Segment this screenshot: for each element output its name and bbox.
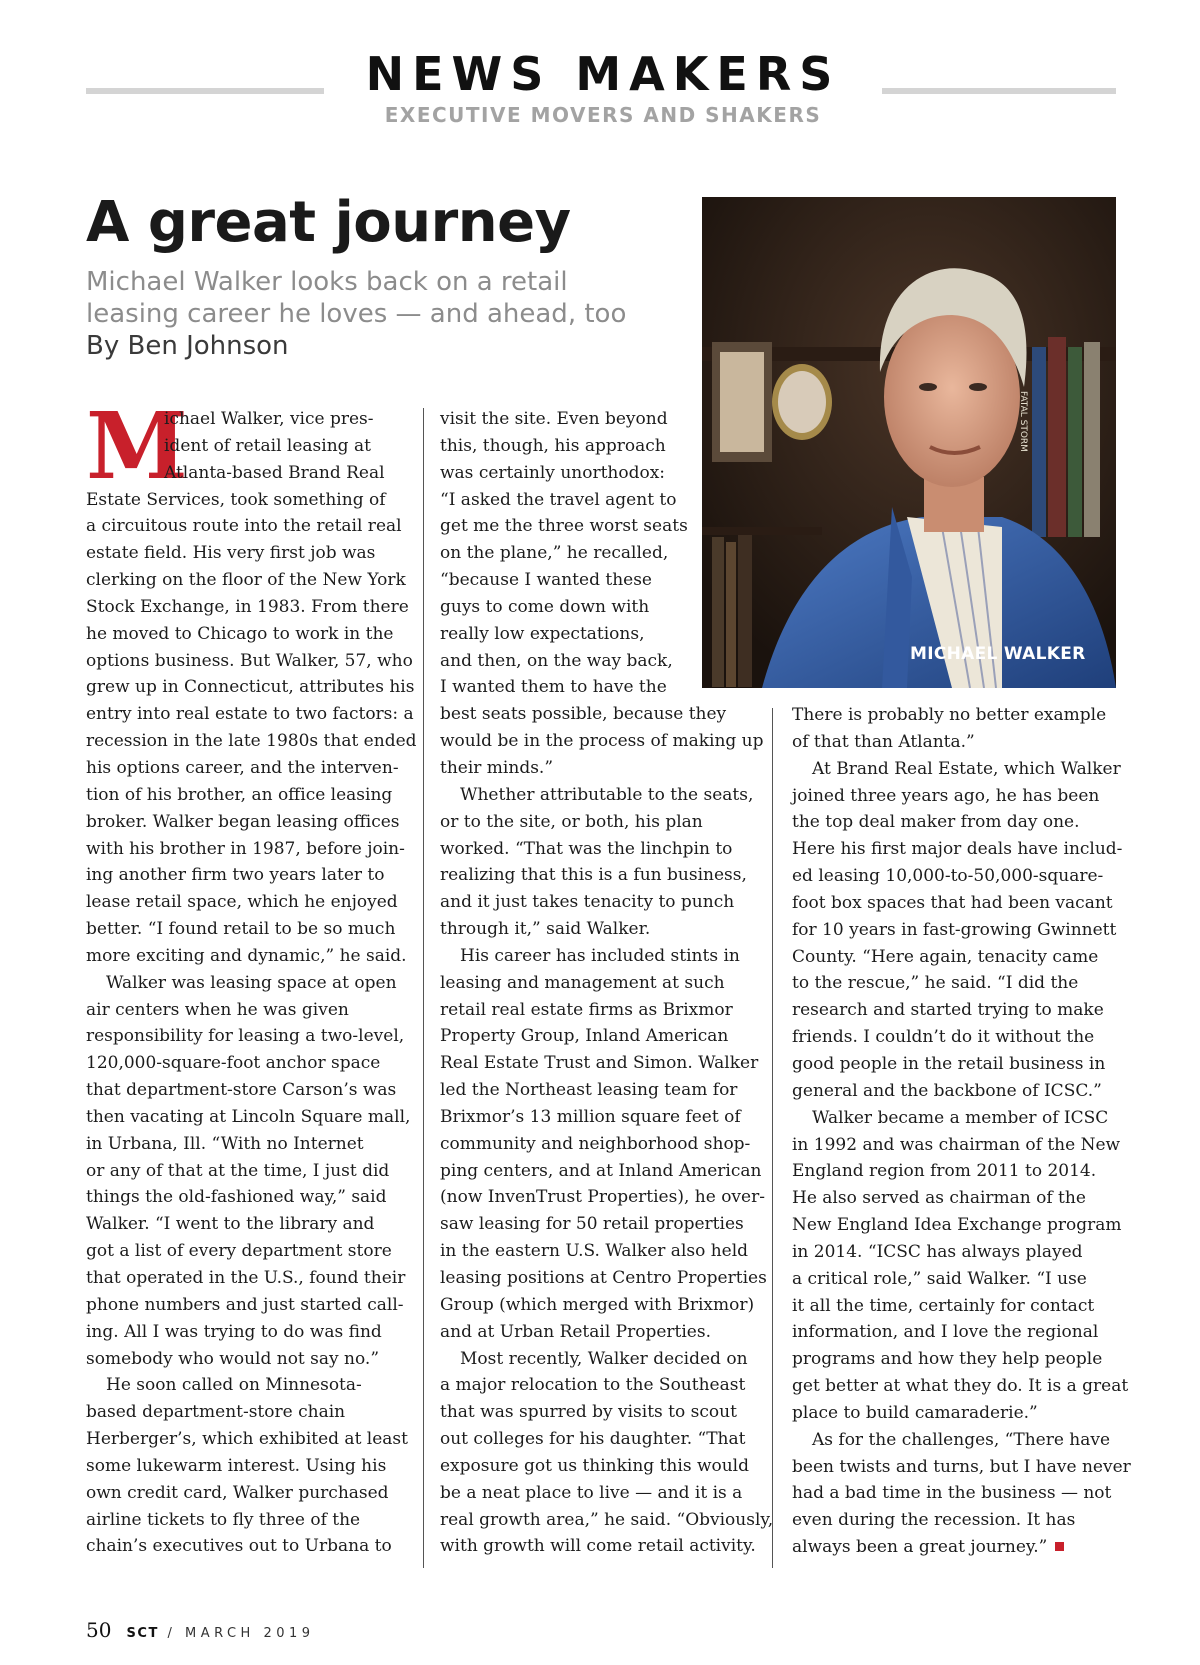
article-text-line [792, 756, 1122, 783]
article-deck [86, 266, 646, 330]
article-text-line [440, 1158, 760, 1185]
article-text-line [440, 889, 760, 916]
line-text: worked. “That was the linchpin to [440, 838, 733, 859]
line-text: At Brand Real Estate, which Walker [812, 758, 1121, 779]
article-text-line [440, 540, 760, 567]
line-text: some lukewarm interest. Using his [86, 1455, 387, 1476]
article-text-line [440, 970, 760, 997]
article-text-line [440, 755, 760, 782]
article-text-line [86, 487, 416, 514]
issue-date: / MARCH 2019 [158, 1626, 315, 1641]
line-text: place to build camaraderie.” [792, 1402, 1038, 1423]
line-text: really low expectations, [440, 623, 645, 644]
line-text: always been a great journey.” [792, 1537, 1048, 1558]
article-text-line [440, 1372, 760, 1399]
article-text-line [792, 1293, 1122, 1320]
line-text: exposure got us thinking this would [440, 1455, 749, 1476]
article-byline: By Ben Johnson [86, 331, 289, 361]
article-headline: A great journey [86, 190, 571, 255]
line-text: information, and I love the regional [792, 1322, 1099, 1343]
article-text-line [86, 943, 416, 970]
article-text-line [792, 1427, 1122, 1454]
line-text: best seats possible, because they [440, 704, 727, 725]
line-text: to the rescue,” he said. “I did the [792, 973, 1079, 994]
line-text: had a bad time in the business — not [792, 1483, 1112, 1504]
article-text-line [792, 1319, 1122, 1346]
article-text-line [86, 809, 416, 836]
line-text: foot box spaces that had been vacant [792, 892, 1113, 913]
article-text-line [792, 783, 1122, 810]
article-text-line [86, 1238, 416, 1265]
line-text: phone numbers and just started call- [86, 1294, 404, 1315]
article-text-line [440, 487, 760, 514]
line-text: led the Northeast leasing team for [440, 1080, 738, 1101]
line-text: through it,” said Walker. [440, 919, 651, 940]
article-text-line [440, 1533, 760, 1560]
line-text: friends. I couldn’t do it without the [792, 1027, 1095, 1048]
article-text-line [86, 1319, 416, 1346]
line-text: (now InvenTrust Properties), he over- [440, 1187, 765, 1208]
article-text-line [440, 943, 760, 970]
line-text: Most recently, Walker decided on [460, 1348, 748, 1369]
article-text-line [86, 594, 416, 621]
line-text: general and the backbone of ICSC.” [792, 1080, 1102, 1101]
line-text: good people in the retail business in [792, 1053, 1106, 1074]
line-text: then vacating at Lincoln Square mall, [86, 1106, 411, 1127]
line-text: things the old-fashioned way,” said [86, 1187, 387, 1208]
line-text: he moved to Chicago to work in the [86, 623, 394, 644]
article-text-line [440, 701, 760, 728]
magazine-name: SCT [126, 1626, 159, 1641]
deck-line: leasing career he loves — and ahead, too [86, 299, 627, 329]
article-text-line [86, 648, 416, 675]
article-text-line [440, 1480, 760, 1507]
article-text-line [86, 1211, 416, 1238]
line-text: chain’s executives out to Urbana to [86, 1536, 392, 1557]
line-text: options business. But Walker, 57, who [86, 650, 413, 671]
line-text: As for the challenges, “There have [812, 1429, 1111, 1450]
article-text-line [86, 1265, 416, 1292]
article-text-line [440, 836, 760, 863]
column-divider [423, 408, 424, 1568]
line-text: saw leasing for 50 retail properties [440, 1214, 744, 1235]
article-text-line [440, 460, 760, 487]
article-text-line [86, 836, 416, 863]
article-text-line [792, 1239, 1122, 1266]
line-text: in the eastern U.S. Walker also held [440, 1241, 749, 1262]
article-text-line [440, 674, 760, 701]
line-text: Stock Exchange, in 1983. From there [86, 596, 409, 617]
line-text: out colleges for his daughter. “That [440, 1429, 746, 1450]
line-text: Real Estate Trust and Simon. Walker [440, 1053, 759, 1074]
article-text-line [86, 1453, 416, 1480]
line-text: grew up in Connecticut, attributes his [86, 677, 415, 698]
line-text: Brixmor’s 13 million square feet of [440, 1106, 741, 1127]
article-text-line [86, 970, 416, 997]
article-text-line [440, 1104, 760, 1131]
article-text-line [440, 1184, 765, 1211]
article-text-line [440, 1077, 760, 1104]
article-column-1 [86, 392, 417, 1560]
line-text: clerking on the floor of the New York [86, 570, 406, 591]
article-text-line [86, 1184, 416, 1211]
article-text-line [792, 1400, 1122, 1427]
article-text-line [440, 621, 760, 648]
article-text-line [86, 1480, 416, 1507]
article-text-line [440, 1211, 760, 1238]
article-text-line [86, 460, 416, 487]
article-column-3 [792, 702, 1131, 1561]
article-text-line [792, 836, 1122, 863]
article-text-line [440, 1346, 760, 1373]
line-text: responsibility for leasing a two-level, [86, 1026, 405, 1047]
line-text: a circuitous route into the retail real [86, 516, 402, 537]
article-text-line [440, 809, 760, 836]
article-text-line [440, 1265, 767, 1292]
article-text-line [86, 1507, 416, 1534]
line-text: for 10 years in fast-growing Gwinnett [792, 919, 1117, 940]
article-text-line [792, 1078, 1122, 1105]
article-text-line [792, 1266, 1122, 1293]
article-text-line [440, 648, 760, 675]
line-text: research and started trying to make [792, 1000, 1104, 1021]
article-text-line [86, 889, 416, 916]
article-text-line [440, 1292, 760, 1319]
article-text-line [792, 1454, 1131, 1481]
article-text-line [440, 1453, 760, 1480]
article-text-line [86, 1346, 416, 1373]
article-text-line [86, 674, 416, 701]
line-text: his options career, and the interven- [86, 757, 399, 778]
line-text: get better at what they do. It is a great [792, 1376, 1129, 1397]
line-text: own credit card, Walker purchased [86, 1482, 389, 1503]
line-text: entry into real estate to two factors: a [86, 704, 414, 725]
line-text: on the plane,” he recalled, [440, 543, 669, 564]
line-text: ident of retail leasing at [164, 435, 371, 456]
line-text: “because I wanted these [440, 570, 652, 591]
article-text-line [792, 702, 1122, 729]
line-text: with growth will come retail activity. [440, 1536, 756, 1557]
line-text: I wanted them to have the [440, 677, 667, 698]
article-text-line [86, 862, 416, 889]
line-text: a major relocation to the Southeast [440, 1375, 746, 1396]
line-text: airline tickets to fly three of the [86, 1509, 361, 1530]
article-text-line [792, 1346, 1122, 1373]
line-text: leasing and management at such [440, 972, 725, 993]
line-text: or to the site, or both, his plan [440, 811, 703, 832]
article-text-line [792, 1480, 1122, 1507]
article-text-line [440, 567, 760, 594]
page-footer [86, 1618, 315, 1642]
line-text: leasing positions at Centro Properties [440, 1268, 767, 1288]
photo-caption: MICHAEL WALKER [910, 644, 1086, 664]
line-text: that operated in the U.S., found their [86, 1268, 406, 1288]
article-text-line [440, 433, 760, 460]
line-text: more exciting and dynamic,” he said. [86, 945, 407, 966]
article-text-line [440, 782, 760, 809]
article-text-line [440, 513, 760, 540]
article-text-line [792, 729, 1122, 756]
article-text-line [440, 1131, 760, 1158]
article-text-line [86, 406, 416, 433]
line-text: would be in the process of making up [440, 731, 764, 752]
line-text: Walker was leasing space at open [106, 972, 397, 993]
line-text: lease retail space, which he enjoyed [86, 892, 398, 913]
line-text: broker. Walker began leasing offices [86, 811, 400, 832]
line-text: England region from 2011 to 2014. [792, 1161, 1097, 1182]
article-text-line [86, 1158, 416, 1185]
line-text: Walker became a member of ICSC [812, 1107, 1109, 1128]
article-text-line [86, 782, 416, 809]
line-text: ichael Walker, vice pres- [164, 409, 374, 429]
line-text: somebody who would not say no.” [86, 1348, 380, 1369]
line-text: “I asked the travel agent to [440, 489, 677, 510]
article-text-line [792, 1373, 1129, 1400]
line-text: Estate Services, took something of [86, 489, 386, 510]
article-text-line [792, 1051, 1122, 1078]
line-text: Whether attributable to the seats, [460, 784, 754, 805]
article-text-line [86, 1292, 416, 1319]
line-text: New England Idea Exchange program [792, 1215, 1122, 1236]
article-text-line [86, 1131, 416, 1158]
line-text: visit the site. Even beyond [440, 409, 668, 429]
article-text-line [86, 1399, 416, 1426]
line-text: that was spurred by visits to scout [440, 1402, 737, 1423]
line-text: in 2014. “ICSC has always played [792, 1241, 1083, 1262]
line-text: estate field. His very first job was [86, 543, 376, 564]
article-text-line [792, 917, 1122, 944]
article-text-line [86, 540, 416, 567]
article-text-line [86, 755, 416, 782]
article-text-line [792, 997, 1122, 1024]
article-text-line [440, 1319, 760, 1346]
section-title: NEWS MAKERS [365, 47, 841, 101]
line-text: got a list of every department store [86, 1241, 392, 1262]
line-text: of that than Atlanta.” [792, 731, 975, 752]
article-text-line [440, 916, 760, 943]
line-text: and it just takes tenacity to punch [440, 892, 735, 913]
article-text-line [792, 1024, 1122, 1051]
line-text: a critical role,” said Walker. “I use [792, 1268, 1087, 1289]
line-text: His career has included stints in [460, 945, 740, 966]
line-text: be a neat place to live — and it is a [440, 1482, 743, 1503]
article-text-line [86, 1023, 416, 1050]
line-text: with his brother in 1987, before join- [86, 838, 405, 859]
line-text: Group (which merged with Brixmor) [440, 1294, 755, 1315]
header-rule-left [86, 88, 324, 94]
article-text-line [440, 1023, 760, 1050]
line-text: retail real estate firms as Brixmor [440, 999, 733, 1020]
line-text: ing. All I was trying to do was find [86, 1321, 382, 1342]
line-text: 120,000-square-foot anchor space [86, 1053, 381, 1074]
article-text-line [440, 997, 760, 1024]
line-text: guys to come down with [440, 596, 650, 617]
line-text: or any of that at the time, I just did [86, 1160, 390, 1181]
article-text-line [86, 701, 416, 728]
article-text-line [792, 1507, 1122, 1534]
article-text-line [86, 1533, 416, 1560]
line-text: He also served as chairman of the [792, 1188, 1086, 1209]
article-text-line [440, 1238, 760, 1265]
article-text-line [86, 1104, 416, 1131]
line-text: joined three years ago, he has been [792, 785, 1100, 806]
line-text: real growth area,” he said. “Obviously, [440, 1509, 774, 1530]
article-text-line [792, 970, 1122, 997]
line-text: ed leasing 10,000-to-50,000-square- [792, 866, 1104, 887]
line-text: and then, on the way back, [440, 650, 673, 671]
line-text: County. “Here again, tenacity came [792, 946, 1099, 967]
line-text: that department-store Carson’s was [86, 1080, 397, 1101]
line-text: their minds.” [440, 757, 554, 778]
article-text-line [792, 1105, 1122, 1132]
line-text: ping centers, and at Inland American [440, 1160, 762, 1181]
line-text: was certainly unorthodox: [440, 462, 666, 483]
article-text-line [792, 809, 1122, 836]
line-text: Property Group, Inland American [440, 1026, 729, 1047]
article-text-line [440, 406, 760, 433]
column-divider [772, 708, 773, 1568]
line-text: it all the time, certainly for contact [792, 1295, 1095, 1316]
line-text: recession in the late 1980s that ended [86, 731, 417, 752]
line-text: air centers when he was given [86, 999, 349, 1020]
line-text: Walker. “I went to the library and [86, 1214, 375, 1235]
article-text-line [440, 1399, 760, 1426]
line-text: Here his first major deals have includ- [792, 839, 1123, 860]
deck-line: Michael Walker looks back on a retail [86, 267, 568, 297]
article-text-line [86, 567, 416, 594]
article-text-line [792, 1185, 1122, 1212]
article-column-2 [440, 406, 774, 1560]
line-text: the top deal maker from day one. [792, 812, 1080, 833]
line-text: in 1992 and was chairman of the New [792, 1134, 1121, 1155]
line-text: and at Urban Retail Properties. [440, 1321, 711, 1342]
article-text-line [86, 1050, 416, 1077]
square-end-mark-icon [1055, 1542, 1064, 1551]
line-text: this, though, his approach [440, 435, 666, 456]
article-text-line [792, 1534, 1122, 1561]
article-text-line [792, 863, 1122, 890]
line-text: Atlanta-based Brand Real [164, 462, 385, 483]
article-text-line [440, 1507, 774, 1534]
article-text-line [86, 1426, 416, 1453]
article-text-line [440, 1050, 760, 1077]
line-text: tion of his brother, an office leasing [86, 784, 393, 805]
line-text: in Urbana, Ill. “With no Internet [86, 1133, 364, 1154]
article-text-line [792, 890, 1122, 917]
line-text: based department-store chain [86, 1402, 346, 1423]
article-text-line [440, 594, 760, 621]
article-text-line [86, 1077, 416, 1104]
line-text: get me the three worst seats [440, 516, 688, 537]
article-text-line [440, 862, 760, 889]
line-text: even during the recession. It has [792, 1510, 1076, 1531]
article-text-line [86, 621, 416, 648]
article-text-line [440, 728, 764, 755]
article-text-line [86, 433, 416, 460]
article-text-line [86, 513, 416, 540]
line-text: Herberger’s, which exhibited at least [86, 1429, 408, 1450]
article-text-line [86, 997, 416, 1024]
line-text: He soon called on Minnesota- [106, 1375, 362, 1396]
article-text-line [792, 1158, 1122, 1185]
line-text: realizing that this is a fun business, [440, 865, 747, 886]
article-text-line [86, 1372, 416, 1399]
portrait-photo [702, 197, 1116, 688]
article-text-line [792, 1132, 1122, 1159]
line-text: ing another firm two years later to [86, 865, 385, 886]
book-spine-text: FATAL STORM [1018, 391, 1028, 452]
line-text: been twists and turns, but I have never [792, 1456, 1131, 1477]
article-text-line [86, 916, 416, 943]
article-text-line [86, 728, 416, 755]
section-subtitle: EXECUTIVE MOVERS AND SHAKERS [384, 103, 822, 127]
line-text: better. “I found retail to be so much [86, 919, 396, 940]
header-rule-right [882, 88, 1116, 94]
article-text-line [792, 1212, 1122, 1239]
article-text-line [440, 1426, 760, 1453]
line-text: programs and how they help people [792, 1349, 1103, 1370]
article-text-line [792, 944, 1122, 971]
line-text: There is probably no better example [792, 705, 1107, 725]
page-number: 50 [86, 1618, 112, 1642]
drop-cap: M [86, 392, 185, 500]
line-text: community and neighborhood shop- [440, 1133, 751, 1154]
